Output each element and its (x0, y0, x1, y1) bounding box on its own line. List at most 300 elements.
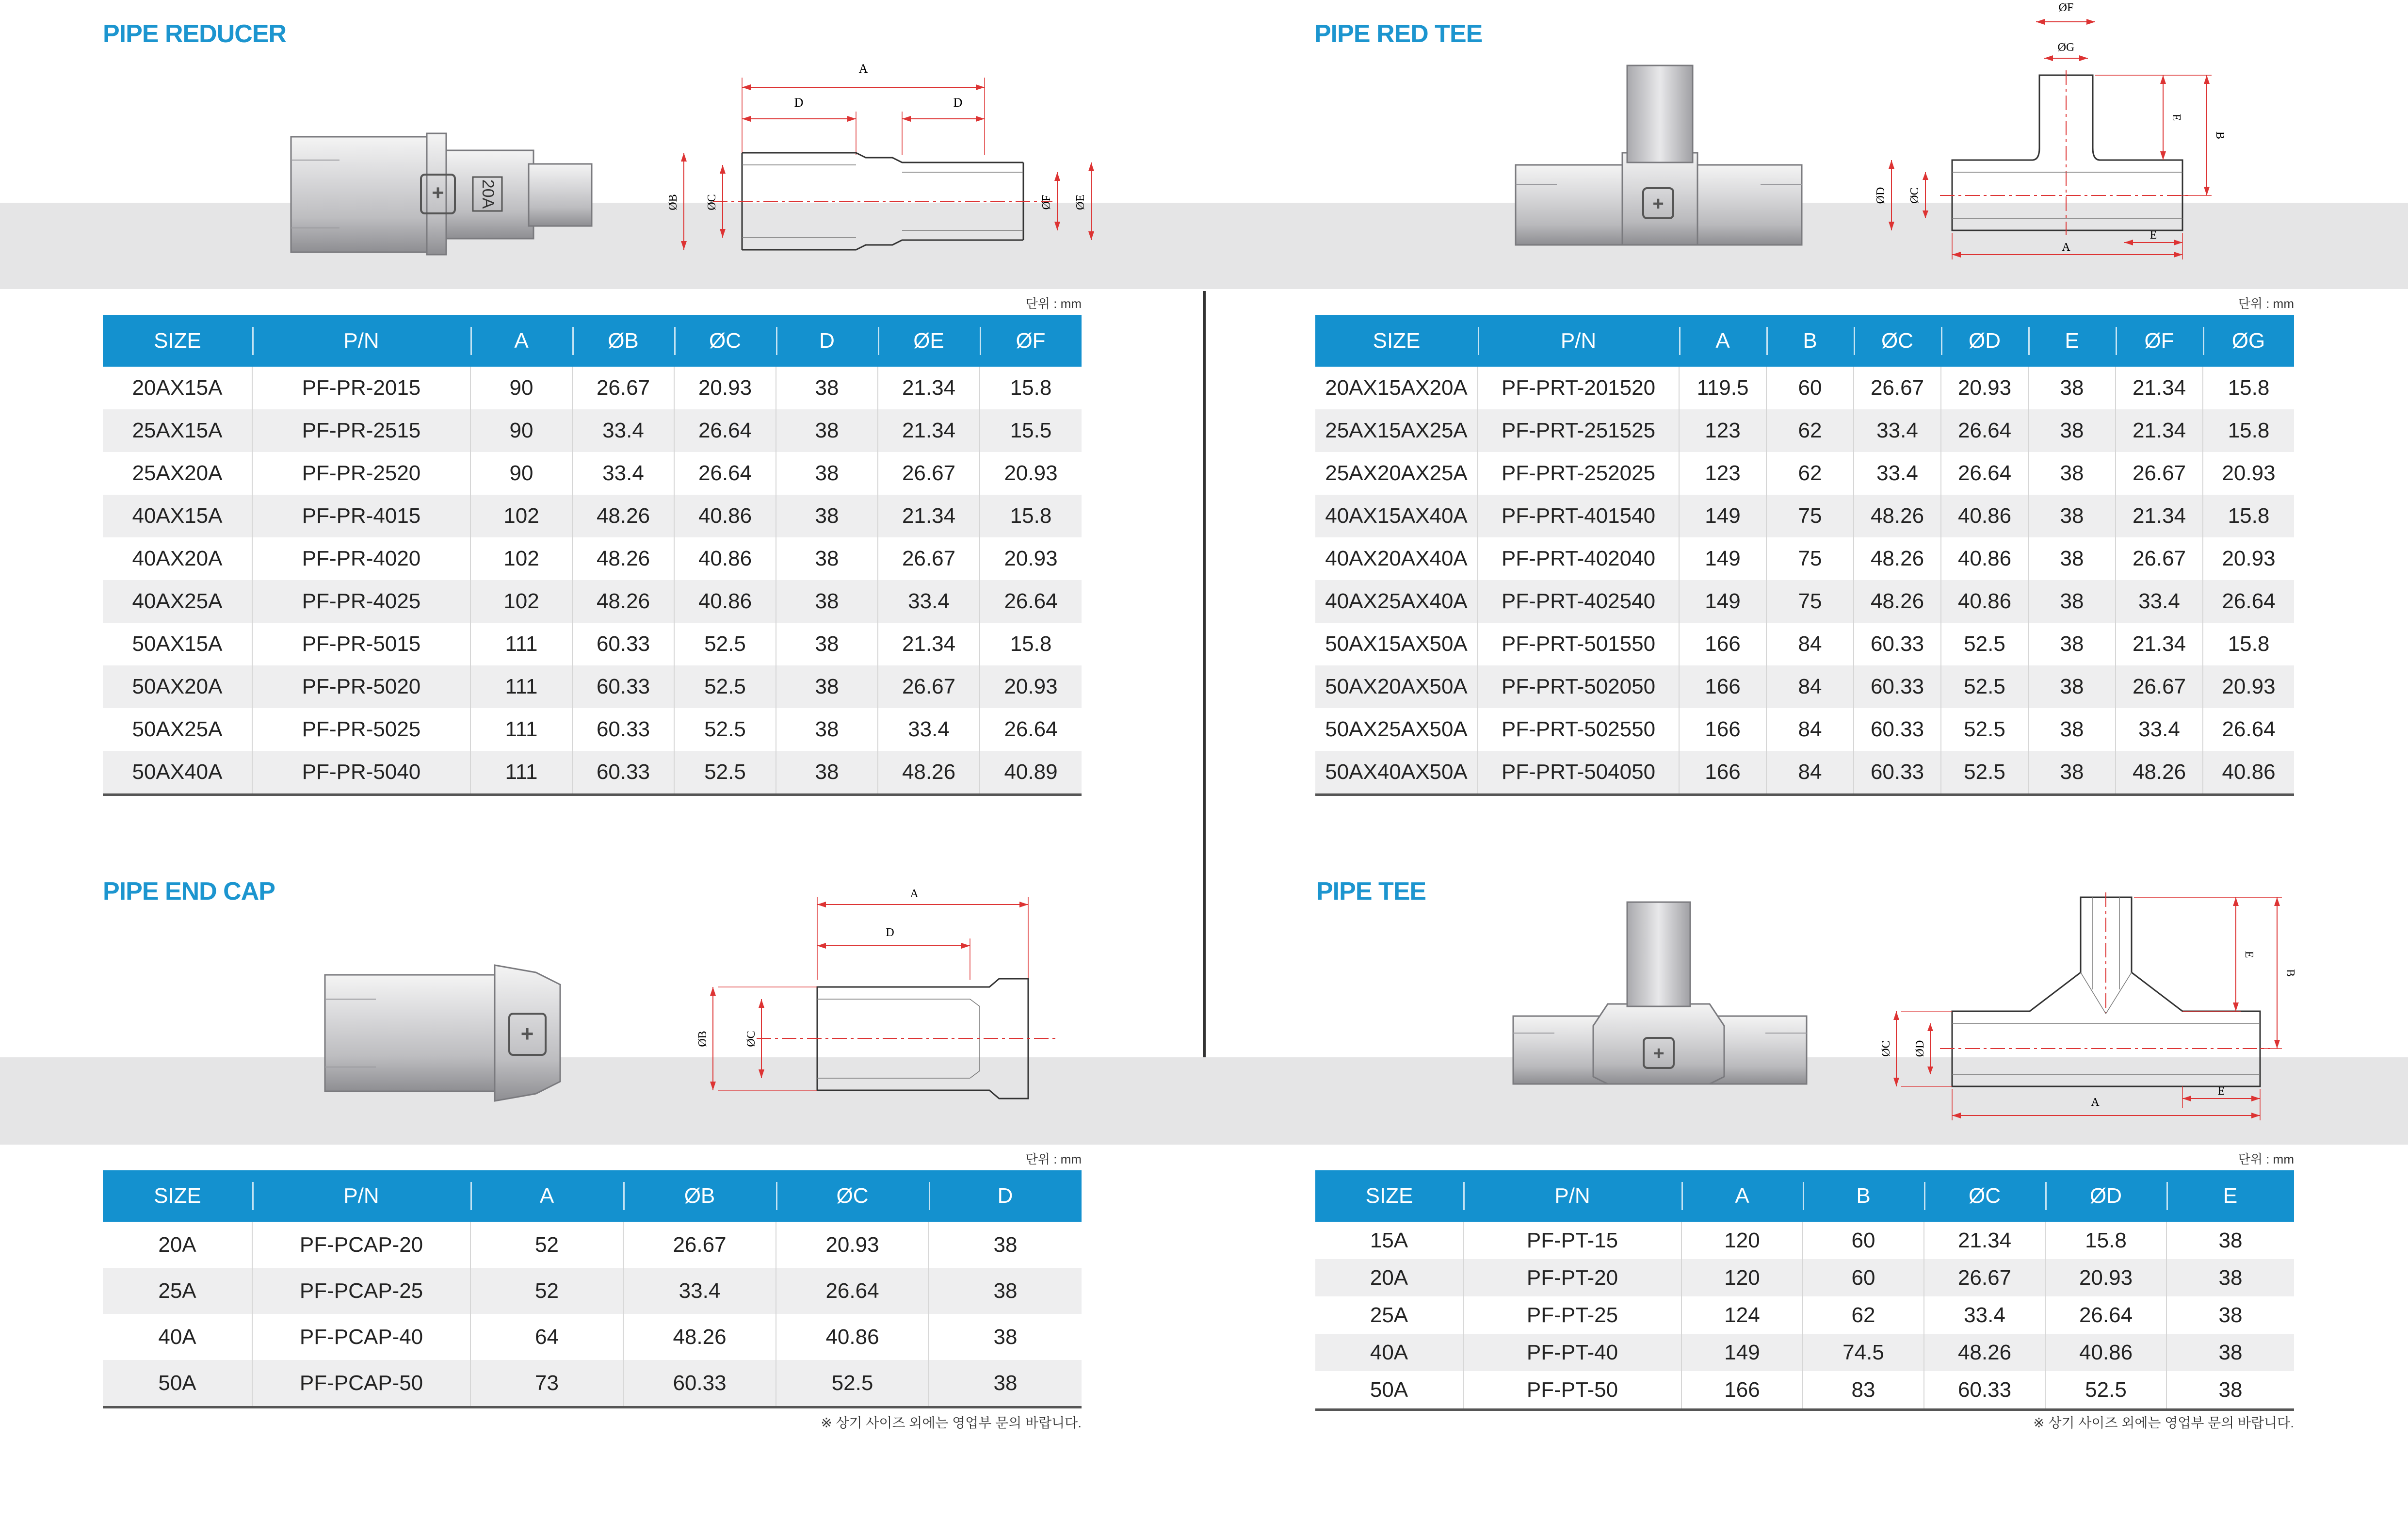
pipe-red-tee-table (1315, 315, 2294, 796)
column-header: P/N (1463, 1170, 1681, 1222)
dim-d: D (886, 926, 894, 939)
table-cell: 20.93 (776, 1222, 929, 1268)
table-cell: 166 (1679, 623, 1766, 665)
table-cell: 38 (929, 1360, 1082, 1407)
table-row (1315, 623, 2294, 665)
table-cell: 25AX20A (103, 452, 252, 495)
table-cell: 62 (1766, 409, 1854, 452)
column-header: A (470, 1170, 623, 1222)
table-cell: 52.5 (1941, 623, 2028, 665)
column-header: P/N (252, 315, 470, 367)
column-header: ØB (572, 315, 674, 367)
table-row (103, 708, 1082, 751)
table-cell: 38 (776, 367, 878, 409)
section-title-pipe-tee: PIPE TEE (1316, 877, 1426, 906)
table-cell: PF-PRT-252025 (1478, 452, 1679, 495)
table-cell: 38 (776, 623, 878, 665)
table-cell: 48.26 (878, 751, 980, 795)
table-cell: 38 (776, 537, 878, 580)
dim-d-right: D (953, 96, 963, 110)
table-cell: 52.5 (674, 623, 776, 665)
column-header: D (776, 315, 878, 367)
dim-b: ØB (696, 1031, 709, 1047)
table-cell: PF-PR-4015 (252, 495, 470, 537)
pipe-end-cap-photo (323, 963, 565, 1103)
table-row (1315, 452, 2294, 495)
table-cell: 111 (470, 665, 572, 708)
table-cell: 48.26 (1854, 580, 1941, 623)
table-cell: 60.33 (572, 751, 674, 795)
table-cell: 15.8 (1010, 376, 1052, 400)
table-cell: 50AX20A (103, 665, 252, 708)
svg-text:+: + (1653, 1043, 1665, 1064)
table-cell: 33.4 (572, 452, 674, 495)
unit-label: 단위 : mm (1025, 296, 1082, 311)
table-cell: 90 (470, 367, 572, 409)
table-cell: 40.86 (1941, 537, 2028, 580)
table-cell: 15.8 (2228, 376, 2270, 400)
dim-b: B (2284, 969, 2296, 977)
dim-f: ØF (2058, 1, 2074, 14)
table-cell: 40.86 (674, 537, 776, 580)
table-cell: 38 (2218, 1303, 2243, 1327)
table-cell: 52.5 (1941, 751, 2028, 795)
table-cell: 52.5 (1941, 708, 2028, 751)
table-cell: PF-PRT-402540 (1478, 580, 1679, 623)
table-cell: 33.4 (2116, 708, 2203, 751)
dim-c: ØC (706, 194, 718, 210)
pipe-end-cap-dimension-drawing (689, 883, 1077, 1106)
table-cell: 26.64 (2203, 580, 2294, 623)
dim-a: A (2062, 241, 2070, 254)
column-header: A (470, 315, 572, 367)
table-cell: 111 (470, 708, 572, 751)
table-row (103, 409, 1082, 452)
table-row (103, 1222, 1082, 1268)
table-cell: 50AX15AX50A (1315, 623, 1478, 665)
table-cell: 38 (2028, 623, 2116, 665)
table-cell: 40AX20A (103, 537, 252, 580)
table-cell: 40.86 (674, 495, 776, 537)
table-cell: 26.64 (2222, 717, 2276, 741)
table-cell: 33.4 (572, 409, 674, 452)
pipe-end-cap-table (103, 1170, 1082, 1408)
table-cell: 20.93 (2045, 1259, 2166, 1296)
table-cell: 38 (776, 708, 878, 751)
table-row (1315, 708, 2294, 751)
table-cell: 26.64 (2045, 1296, 2166, 1334)
table-cell: 21.34 (878, 409, 980, 452)
table-cell: 166 (1679, 708, 1766, 751)
column-header: ØG (2203, 315, 2294, 367)
table-cell: 21.34 (1924, 1222, 2045, 1259)
table-cell: PF-PRT-401540 (1478, 495, 1679, 537)
table-cell: 20.93 (1004, 547, 1058, 570)
table-cell: 149 (1681, 1334, 1803, 1371)
table-cell: PF-PRT-502550 (1478, 708, 1679, 751)
table-cell: 124 (1681, 1296, 1803, 1334)
dim-d: ØD (1914, 1040, 1926, 1057)
table-cell: 26.67 (2116, 452, 2203, 495)
table-cell: 123 (1679, 452, 1766, 495)
column-header: SIZE (103, 315, 252, 367)
table-cell: 26.64 (980, 580, 1082, 623)
table-cell: PF-PR-5040 (252, 751, 470, 795)
table-cell: 60.33 (1854, 708, 1941, 751)
table-cell: 26.67 (572, 367, 674, 409)
table-cell: 38 (776, 580, 878, 623)
table-row (103, 1360, 1082, 1407)
table-cell: 26.67 (623, 1222, 776, 1268)
section-title-pipe-reducer: PIPE REDUCER (103, 20, 287, 48)
table-cell: 52.5 (776, 1360, 929, 1407)
table-cell: PF-PR-2015 (252, 367, 470, 409)
table-cell: 60 (1766, 367, 1854, 409)
dim-e-horizontal: E (2217, 1085, 2225, 1098)
column-header: E (2028, 315, 2116, 367)
table-row (1315, 1222, 2294, 1259)
table-row (1315, 367, 2294, 409)
table-row (103, 580, 1082, 623)
pipe-reducer-table (103, 315, 1082, 796)
table-row (1315, 409, 2294, 452)
dim-a: A (2091, 1096, 2100, 1109)
unit-label: 단위 : mm (1025, 1152, 1082, 1166)
table-row (1315, 495, 2294, 537)
table-cell: PF-PT-40 (1463, 1334, 1681, 1371)
table-cell: 20.93 (2222, 547, 2276, 570)
table-cell: 48.26 (1854, 495, 1941, 537)
table-cell: 38 (2028, 367, 2116, 409)
table-cell: 26.67 (2116, 665, 2203, 708)
section-divider (1203, 291, 1206, 1057)
table-cell: 75 (1766, 580, 1854, 623)
table-cell: 48.26 (572, 495, 674, 537)
svg-text:+: + (520, 1021, 534, 1046)
table-cell: 20.93 (1004, 461, 1058, 485)
table-cell: 40.86 (674, 580, 776, 623)
table-cell: 26.64 (776, 1268, 929, 1314)
table-row (103, 495, 1082, 537)
table-cell: PF-PRT-504050 (1478, 751, 1679, 795)
pipe-reducer-dimension-drawing (664, 58, 1115, 267)
section-title-pipe-end-cap: PIPE END CAP (103, 877, 275, 906)
table-cell: 33.4 (1854, 452, 1941, 495)
table-cell: 52.5 (674, 708, 776, 751)
table-cell: 40AX15AX40A (1315, 495, 1478, 537)
dim-e: ØE (1074, 194, 1087, 210)
table-cell: 26.64 (1941, 452, 2028, 495)
table-cell: 84 (1766, 708, 1854, 751)
column-header: B (1803, 1170, 1924, 1222)
dim-a: A (858, 62, 868, 76)
table-cell: 75 (1766, 495, 1854, 537)
table-cell: 26.67 (878, 665, 980, 708)
table-cell: 74.5 (1803, 1334, 1924, 1371)
table-cell: 15A (1315, 1222, 1463, 1259)
table-cell: 25A (103, 1268, 252, 1314)
table-cell: 40AX25AX40A (1315, 580, 1478, 623)
table-cell: 20AX15AX20A (1315, 367, 1478, 409)
dim-b: ØB (667, 194, 679, 210)
table-row (103, 452, 1082, 495)
table-row (103, 1314, 1082, 1360)
table-cell: 21.34 (2116, 367, 2203, 409)
table-cell: PF-PR-5025 (252, 708, 470, 751)
table-cell: PF-PT-50 (1463, 1371, 1681, 1410)
pipe-tee-dimension-drawing (1872, 892, 2296, 1125)
svg-text:+: + (432, 181, 444, 205)
table-cell: 50AX40AX50A (1315, 751, 1478, 795)
table-cell: 26.67 (2116, 537, 2203, 580)
table-cell: 50AX40A (103, 751, 252, 795)
table-cell: PF-PCAP-25 (252, 1268, 470, 1314)
table-cell: 33.4 (1924, 1296, 2045, 1334)
table-cell: 60 (1803, 1222, 1924, 1259)
table-row (103, 623, 1082, 665)
column-header: D (929, 1170, 1082, 1222)
table-cell: 73 (470, 1360, 623, 1407)
table-cell: 26.64 (1004, 717, 1058, 741)
table-cell: 90 (470, 452, 572, 495)
column-header: P/N (1478, 315, 1679, 367)
column-header: ØF (980, 315, 1082, 367)
table-cell: 60.33 (572, 665, 674, 708)
table-cell: PF-PT-25 (1463, 1296, 1681, 1334)
table-cell: 48.26 (1854, 537, 1941, 580)
column-header: B (1766, 315, 1854, 367)
pipe-red-tee-photo (1513, 63, 1804, 247)
table-cell: 26.64 (674, 409, 776, 452)
pipe-red-tee-dimension-drawing (1872, 1, 2226, 264)
table-cell: PF-PR-4025 (252, 580, 470, 623)
footnote: ※ 상기 사이즈 외에는 영업부 문의 바랍니다. (2033, 1415, 2294, 1430)
dim-d: ØD (1875, 187, 1887, 204)
column-header: ØF (2116, 315, 2203, 367)
column-header: ØC (674, 315, 776, 367)
section-title-pipe-red-tee: PIPE RED TEE (1314, 20, 1483, 48)
table-cell: 50AX25AX50A (1315, 708, 1478, 751)
table-cell: 50A (103, 1360, 252, 1407)
table-cell: 111 (470, 751, 572, 795)
table-cell: 60.33 (1924, 1371, 2045, 1410)
dim-g: ØG (2057, 41, 2075, 54)
table-cell: 20.93 (2222, 461, 2276, 485)
table-cell: 26.67 (878, 452, 980, 495)
table-cell: 26.67 (1854, 367, 1941, 409)
dim-b: B (2214, 131, 2226, 140)
table-cell: PF-PCAP-50 (252, 1360, 470, 1407)
table-row (103, 537, 1082, 580)
table-cell: 40AX20AX40A (1315, 537, 1478, 580)
table-cell: 20.93 (2203, 665, 2294, 708)
table-cell: 40.86 (1941, 580, 2028, 623)
table-cell: 60.33 (623, 1360, 776, 1407)
table-cell: 38 (2028, 665, 2116, 708)
dim-e-vertical: E (2243, 951, 2255, 958)
dim-c: ØC (1880, 1040, 1892, 1057)
table-cell: 25AX20AX25A (1315, 452, 1478, 495)
table-cell: 38 (776, 409, 878, 452)
table-cell: PF-PR-2520 (252, 452, 470, 495)
table-cell: PF-PR-5015 (252, 623, 470, 665)
table-cell: 102 (470, 580, 572, 623)
table-cell: 40.89 (980, 751, 1082, 795)
column-header: A (1679, 315, 1766, 367)
table-cell: 60.33 (572, 623, 674, 665)
table-cell: 33.4 (2116, 580, 2203, 623)
table-cell: 60.33 (572, 708, 674, 751)
column-header: A (1681, 1170, 1803, 1222)
table-cell: 20.93 (980, 665, 1082, 708)
table-cell: 50AX20AX50A (1315, 665, 1478, 708)
table-cell: 38 (776, 452, 878, 495)
table-cell: 38 (2028, 495, 2116, 537)
table-cell: PF-PCAP-20 (252, 1222, 470, 1268)
table-cell: 25AX15AX25A (1315, 409, 1478, 452)
table-cell: PF-PR-5020 (252, 665, 470, 708)
table-cell: 21.34 (878, 623, 980, 665)
table-cell: 20.93 (1941, 367, 2028, 409)
table-cell: 40AX15A (103, 495, 252, 537)
table-cell: PF-PT-15 (1463, 1222, 1681, 1259)
table-cell: 52 (470, 1268, 623, 1314)
table-cell: PF-PCAP-40 (252, 1314, 470, 1360)
table-cell: 40.86 (776, 1314, 929, 1360)
table-row (103, 367, 1082, 409)
table-cell: 38 (2166, 1259, 2294, 1296)
column-header: SIZE (1315, 315, 1478, 367)
table-cell: 25A (1315, 1296, 1463, 1334)
table-cell: 60.33 (1854, 751, 1941, 795)
table-cell: PF-PT-20 (1463, 1259, 1681, 1296)
table-cell: 166 (1681, 1371, 1803, 1410)
table-cell: 38 (2028, 580, 2116, 623)
table-cell: PF-PRT-251525 (1478, 409, 1679, 452)
table-cell: PF-PRT-201520 (1478, 367, 1679, 409)
column-header: E (2166, 1170, 2294, 1222)
column-header: ØC (1924, 1170, 2045, 1222)
column-header: ØC (1854, 315, 1941, 367)
table-row (1315, 665, 2294, 708)
table-cell: 15.8 (980, 495, 1082, 537)
table-cell: 21.34 (2116, 409, 2203, 452)
table-row (103, 665, 1082, 708)
table-cell: 38 (993, 1325, 1018, 1349)
table-cell: 26.64 (1941, 409, 2028, 452)
table-cell: 38 (2028, 751, 2116, 795)
table-row (1315, 1371, 2294, 1410)
table-cell: 84 (1766, 665, 1854, 708)
table-cell: 20.93 (674, 367, 776, 409)
table-cell: 60.33 (1854, 665, 1941, 708)
table-cell: 52 (470, 1222, 623, 1268)
unit-label: 단위 : mm (2238, 1152, 2294, 1166)
table-cell: PF-PRT-402040 (1478, 537, 1679, 580)
table-row (1315, 580, 2294, 623)
table-cell: 38 (2028, 537, 2116, 580)
column-header: SIZE (1315, 1170, 1463, 1222)
table-cell: 83 (1803, 1371, 1924, 1410)
table-cell: 33.4 (878, 580, 980, 623)
column-header: SIZE (103, 1170, 252, 1222)
table-cell: 25AX15A (103, 409, 252, 452)
table-cell: PF-PR-2515 (252, 409, 470, 452)
pipe-tee-table (1315, 1170, 2294, 1411)
table-cell: 52.5 (674, 665, 776, 708)
table-cell: 38 (993, 1232, 1018, 1257)
table-cell: 40AX25A (103, 580, 252, 623)
table-row (1315, 1334, 2294, 1371)
table-cell: 40A (1315, 1334, 1463, 1371)
table-cell: 26.67 (1924, 1259, 2045, 1296)
table-cell: 166 (1679, 665, 1766, 708)
table-cell: 15.8 (1010, 632, 1052, 656)
footnote: ※ 상기 사이즈 외에는 영업부 문의 바랍니다. (821, 1415, 1082, 1430)
table-cell: 84 (1766, 623, 1854, 665)
table-cell: 90 (470, 409, 572, 452)
table-cell: 21.34 (2116, 495, 2203, 537)
table-cell: 38 (776, 495, 878, 537)
table-cell: 33.4 (878, 708, 980, 751)
column-header: ØD (2045, 1170, 2166, 1222)
table-cell: 52.5 (1941, 665, 2028, 708)
table-row (1315, 537, 2294, 580)
table-cell: 15.8 (2228, 632, 2270, 656)
table-cell: 40.86 (2203, 751, 2294, 795)
dim-a: A (910, 888, 919, 900)
unit-label: 단위 : mm (2238, 296, 2294, 311)
table-cell: 102 (470, 537, 572, 580)
dim-c: ØC (1908, 187, 1921, 204)
table-cell: 149 (1679, 537, 1766, 580)
table-cell: 120 (1681, 1259, 1803, 1296)
table-cell: PF-PRT-502050 (1478, 665, 1679, 708)
table-cell: 166 (1679, 751, 1766, 795)
table-cell: 119.5 (1679, 367, 1766, 409)
table-cell: 38 (929, 1268, 1082, 1314)
table-cell: 48.26 (1924, 1334, 2045, 1371)
table-cell: PF-PR-4020 (252, 537, 470, 580)
table-cell: 15.8 (2203, 409, 2294, 452)
table-cell: 149 (1679, 495, 1766, 537)
table-cell: 149 (1679, 580, 1766, 623)
table-cell: 123 (1679, 409, 1766, 452)
table-cell: 40A (103, 1314, 252, 1360)
table-row (103, 1268, 1082, 1314)
table-cell: 120 (1681, 1222, 1803, 1259)
table-cell: 15.5 (980, 409, 1082, 452)
table-cell: 62 (1766, 452, 1854, 495)
table-cell: 38 (776, 751, 878, 795)
table-cell: 60.33 (1854, 623, 1941, 665)
table-cell: 60 (1803, 1259, 1924, 1296)
table-cell: 40.86 (2045, 1334, 2166, 1371)
table-cell: 75 (1766, 537, 1854, 580)
table-cell: 38 (2166, 1334, 2294, 1371)
pipe-reducer-photo (286, 131, 601, 262)
dim-e-vertical: E (2170, 113, 2182, 121)
table-cell: 38 (2218, 1228, 2243, 1252)
table-cell: 15.8 (2045, 1222, 2166, 1259)
table-cell: 50A (1315, 1371, 1463, 1410)
svg-text:+: + (1652, 193, 1664, 214)
table-cell: 38 (2028, 409, 2116, 452)
table-cell: 48.26 (623, 1314, 776, 1360)
table-row (103, 751, 1082, 795)
table-cell: 64 (470, 1314, 623, 1360)
table-cell: 48.26 (572, 537, 674, 580)
